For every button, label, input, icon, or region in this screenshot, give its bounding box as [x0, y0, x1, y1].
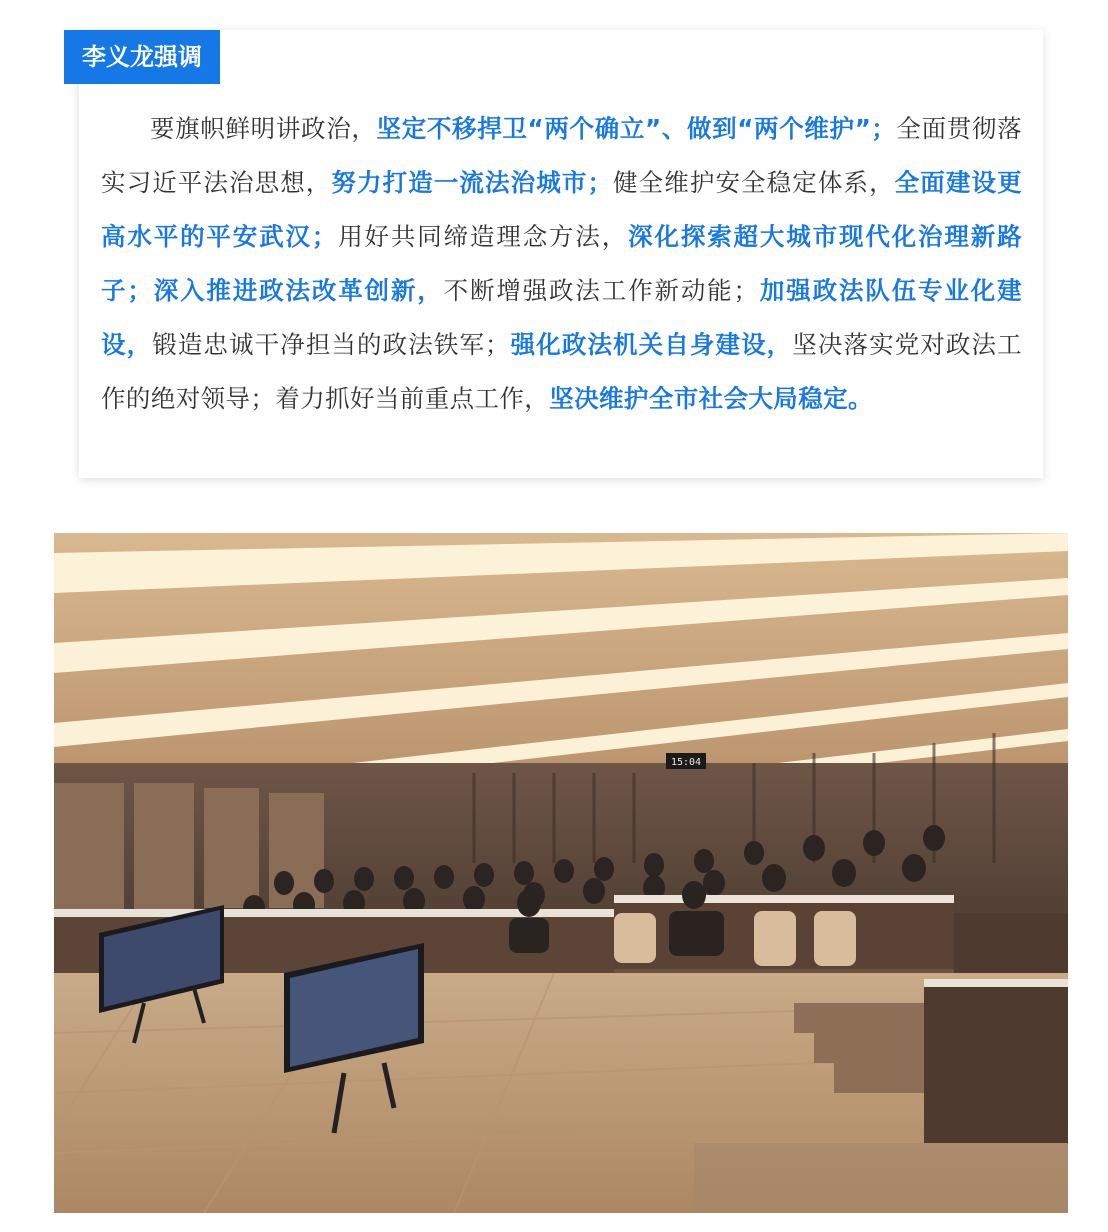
text-segment: 锻造忠诚干净担当的政法铁军； — [152, 330, 510, 359]
highlight-segment: 全面建设更高水平的平安武汉； — [101, 168, 1022, 251]
section-heading-tag: 李义龙强调 — [64, 30, 220, 84]
text-segment: 健全维护安全稳定体系， — [612, 168, 895, 197]
highlight-segment: 坚决维护全市社会大局稳定。 — [549, 384, 873, 413]
highlight-segment: 深化探索超大城市现代化治理新路子；深入推进政法改革创新， — [101, 222, 1022, 305]
text-segment: 用好共同缔造理念方法， — [336, 222, 629, 251]
text-segment: 要旗帜鲜明讲政治， — [150, 114, 377, 143]
meeting-photo — [54, 533, 1068, 1213]
highlight-segment: 强化政法机关自身建设， — [509, 330, 793, 359]
highlight-segment: 坚定不移捍卫“两个确立”、做到“两个维护”； — [376, 114, 897, 143]
body-paragraph — [101, 102, 1022, 426]
front-step — [694, 1143, 1068, 1213]
text-segment: 坚决落实党对政法工作的绝对领导；着力抓好当前重点工作， — [101, 330, 1022, 413]
right-podium-top — [924, 979, 1068, 987]
highlight-segment: 努力打造一流法治城市； — [331, 168, 613, 197]
right-podium — [924, 983, 1068, 1143]
wall-clock-text: 15:04 — [670, 757, 702, 768]
highlight-segment: 加强政法队伍专业化建设， — [101, 276, 1022, 359]
text-segment: 不断增强政法工作新动能； — [443, 276, 759, 305]
text-segment: 全面贯彻落实习近平法治思想， — [101, 114, 1022, 197]
